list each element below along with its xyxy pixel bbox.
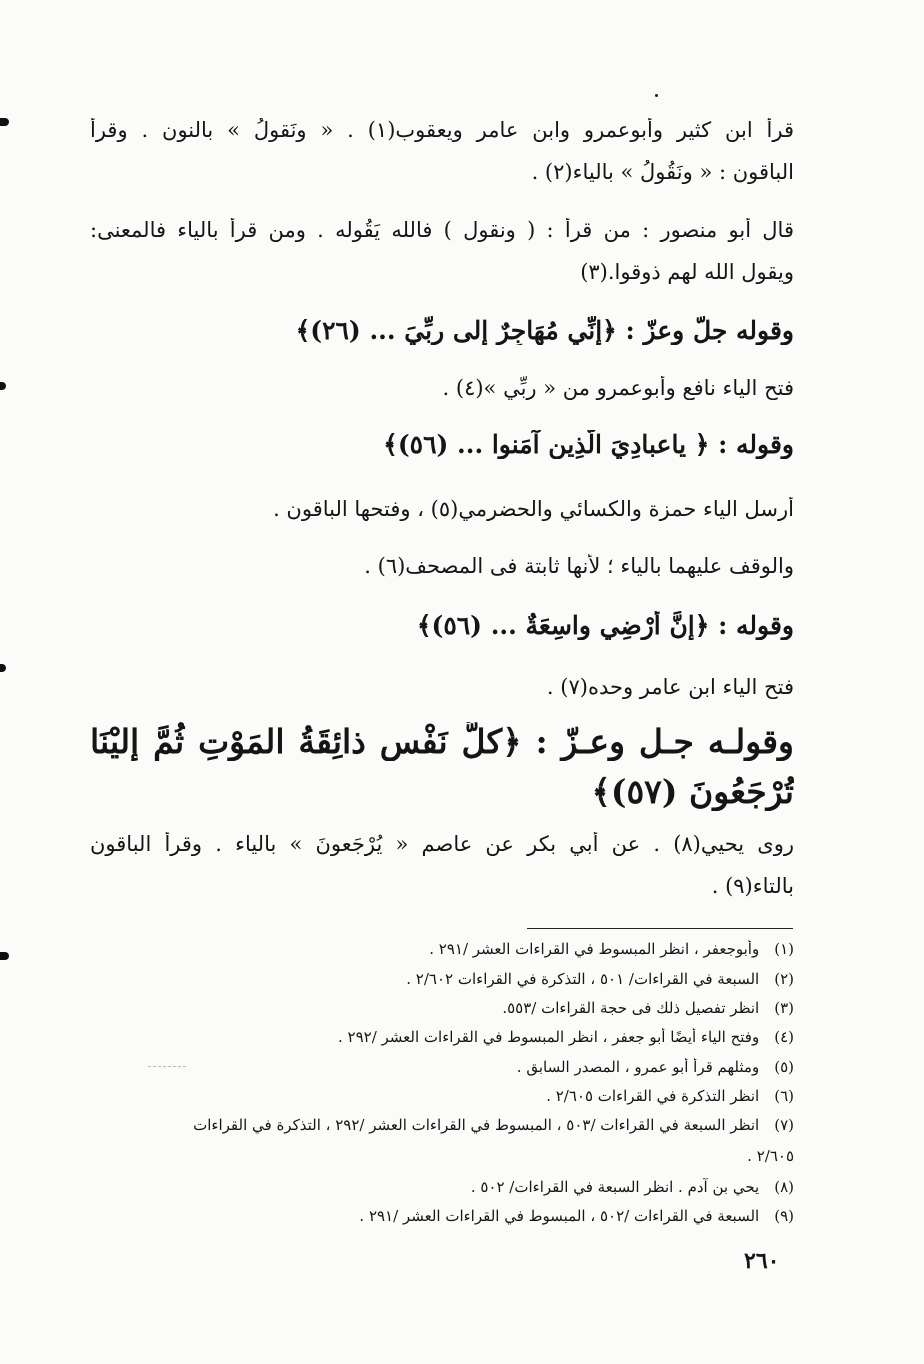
footnote-number: (٣)	[774, 999, 794, 1017]
footnote-3	[90, 999, 794, 1017]
body-line-8: أرسل الياء حمزة والكسائي والحضرمي(٥) ، وفتحها الباقون .	[273, 497, 794, 521]
footnote-text: وأبوجعفر ، انظر المبسوط في القراءات العشر /٢٩١ .	[429, 940, 760, 958]
body-line-11: فتح الياء ابن عامر وحده(٧) .	[546, 675, 794, 699]
footnote-4	[90, 1028, 794, 1046]
verse-heading-26: وقوله جلّ وعزّ : ﴿إنِّي مُهَاجِرٌ إلى ربِّيَ ... (٢٦)﴾	[295, 316, 794, 345]
footnote-7-cont	[90, 1147, 794, 1165]
body-line-4: ويقول الله لهم ذوقوا.(٣)	[580, 260, 794, 284]
footnote-number: (٢)	[774, 970, 794, 988]
margin-mark	[0, 118, 9, 126]
footnote-1	[90, 940, 794, 958]
verse-heading-56a: وقوله : ﴿ ياعبادِيَ الَّذِين آمَنوا ... (٥٦)﴾	[383, 430, 794, 459]
footnote-text: السبعة في القراءات/ ٥٠١ ، التذكرة في القراءات ٢/٦٠٢ .	[406, 970, 760, 988]
footnote-text: انظر تفصيل ذلك فى حجة القراءات /٥٥٣.	[502, 999, 760, 1017]
footnote-number: (٧)	[774, 1116, 794, 1134]
body-line-2: الباقون : « ونَقُولُ » بالياء(٢) .	[531, 160, 794, 184]
footnote-5	[90, 1058, 794, 1076]
footnote-text: ومثلهم قرأ أبو عمرو ، المصدر السابق .	[516, 1058, 760, 1076]
verse-heading-57: وقولـه جـل وعـزّ : ﴿كلُّ نَفْسٍ ذائِقَةُ المَوْتِ ثُمَّ إليْنَا	[90, 722, 794, 761]
footnote-2	[90, 970, 794, 988]
verse-heading-57-cont: تُرْجَعُونَ (٥٧)﴾	[591, 772, 794, 811]
page-number: ٢٦٠	[744, 1248, 780, 1274]
body-line-6: فتح الياء نافع وأبوعمرو من « ربِّي »(٤) .	[442, 376, 794, 400]
margin-mark	[0, 952, 9, 960]
footnote-text: يحي بن آدم . انظر السبعة في القراءات/ ٥٠٢ .	[470, 1178, 760, 1196]
footnote-text: انظر السبعة في القراءات /٥٠٣ ، المبسوط في القراءات العشر /٢٩٢ ، التذكرة في القراءات	[193, 1116, 760, 1134]
verse-heading-56b: وقوله : ﴿إنَّ أرْضِي واسِعَةٌ ... (٥٦)﴾	[416, 611, 794, 640]
footnote-number: (٥)	[774, 1058, 794, 1076]
footnote-8	[90, 1178, 794, 1196]
ink-dot	[655, 94, 658, 97]
footnote-rule	[527, 928, 793, 929]
footnote-6	[90, 1087, 794, 1105]
footnote-number: (١)	[774, 940, 794, 958]
body-line-9: والوقف عليهما بالياء ؛ لأنها ثابتة فى المصحف(٦) .	[364, 554, 794, 578]
body-line-14: روى يحيي(٨) . عن أبي بكر عن عاصم « يُرْجَعونَ » بالياء . وقرأ الباقون	[90, 832, 794, 856]
body-line-15: بالتاء(٩) .	[711, 874, 794, 898]
body-line-3: قال أبو منصور : من قرأ : ( ونقول ) فالله يَقُوله . ومن قرأ بالياء فالمعنى:	[90, 218, 794, 242]
footnote-text: وفتح الياء أيضًا أبو جعفر ، انظر المبسوط في القراءات العشر /٢٩٢ .	[337, 1028, 760, 1046]
footnote-text: السبعة في القراءات /٥٠٢ ، المبسوط في القراءات العشر /٢٩١ .	[359, 1207, 760, 1225]
footnote-9	[90, 1207, 794, 1225]
footnote-text: انظر التذكرة في القراءات ٢/٦٠٥ .	[546, 1087, 760, 1105]
footnote-number: (٨)	[774, 1178, 794, 1196]
footnote-number: (٤)	[774, 1028, 794, 1046]
body-line-1: قرأ ابن كثير وأبوعمرو وابن عامر ويعقوب(١) . « ونَقولُ » بالنون . وقرأ	[90, 118, 794, 142]
footnote-text: ٢/٦٠٥ .	[747, 1147, 794, 1165]
footnote-number: (٦)	[774, 1087, 794, 1105]
footnote-number: (٩)	[774, 1207, 794, 1225]
scan-smudge	[148, 1066, 186, 1067]
footnote-7	[90, 1116, 794, 1134]
